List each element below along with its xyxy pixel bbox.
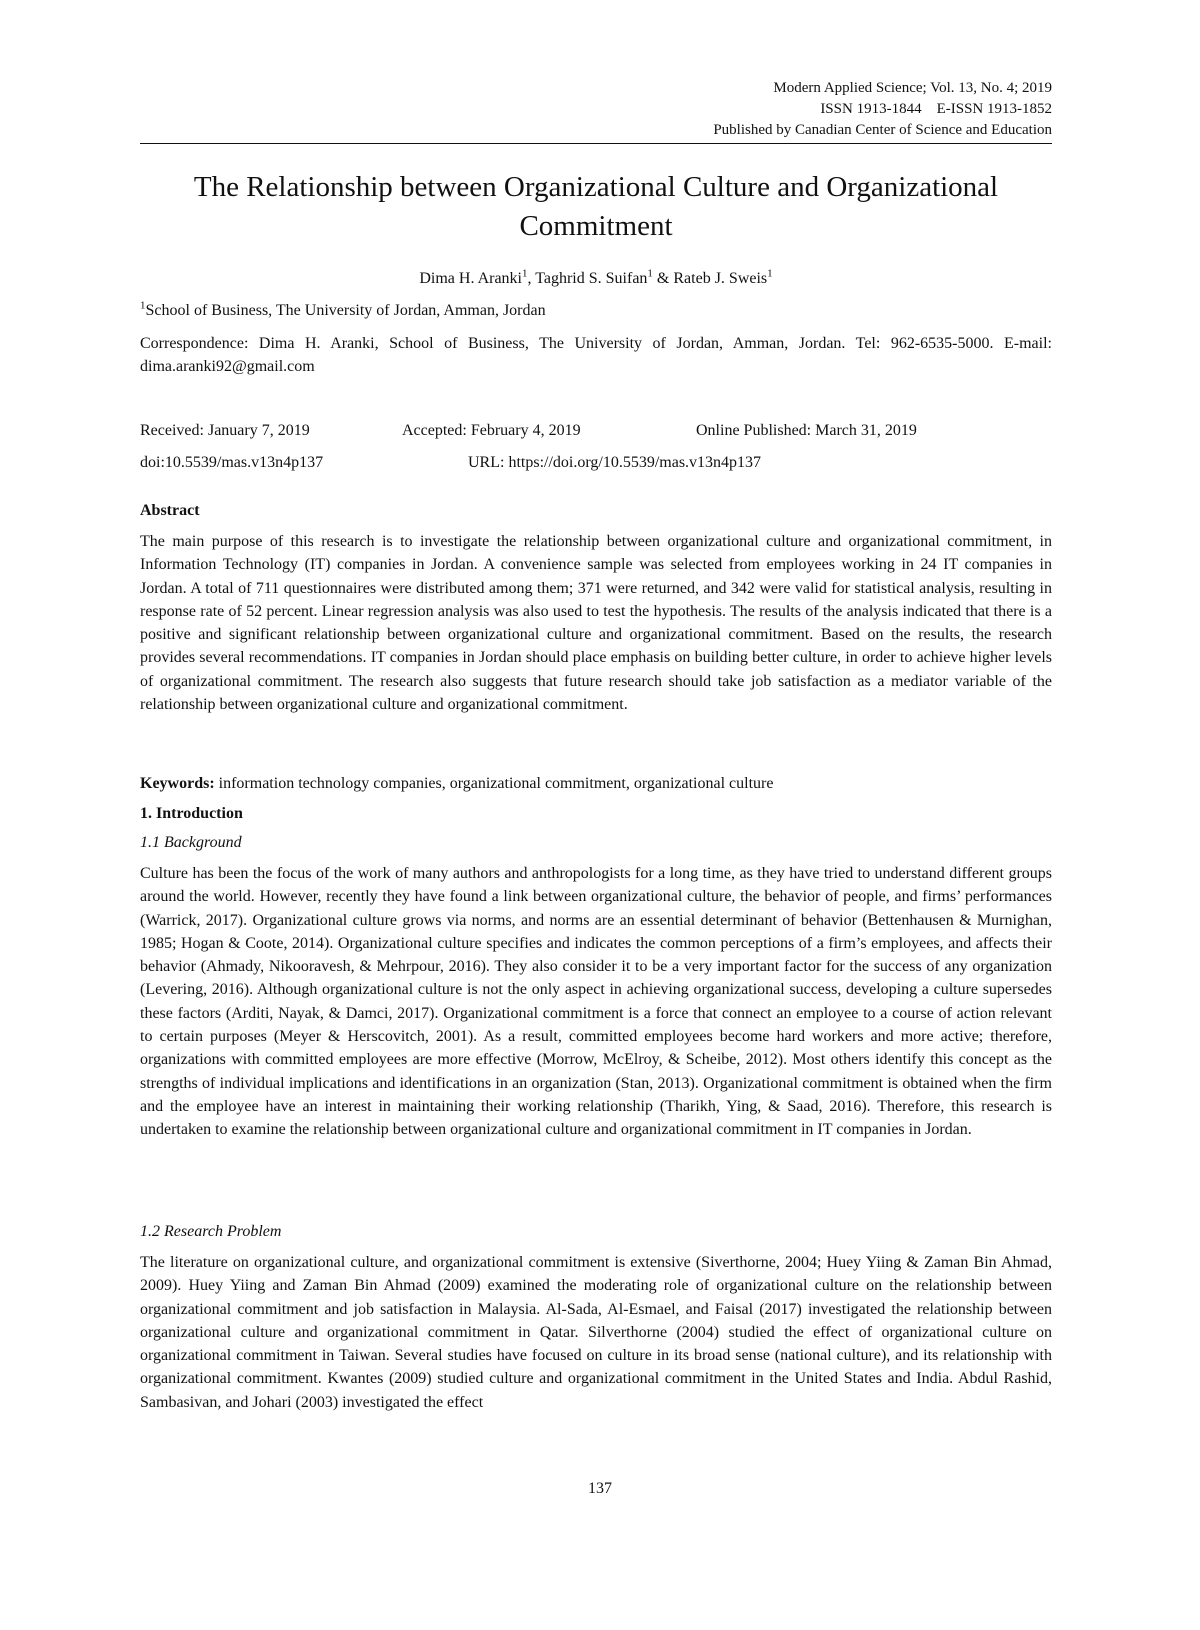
abstract-text: The main purpose of this research is to investigate the relationship between organizational culture and organizational commitment, in Information Technology (IT) companies in Jordan. A convenience sample was selected from employees working in 24 IT companies in Jordan. A total of 711 questionnaires were distributed among them; 371 were returned, and 342 were valid for statistical analysis, resulting in response rate of 52 percent. Linear regression analysis was also used to test the hypothesis. The results of the analysis indicated that there is a positive and significant relationship between organizational culture and organizational commitment. Based on the results, the research provides several recommendations. IT companies in Jordan should place emphasis on building better culture, in order to achieve higher levels of organizational commitment. The research also suggests that future research should take job satisfaction as a mediator variable of the relationship between organizational culture and organizational commitment. [140,533,1052,714]
author-affiliation-mark: 1 [767,267,773,280]
author-name: Dima H. Aranki [419,270,522,287]
background-heading: 1.1 Background [140,834,242,851]
author-list [140,268,1052,290]
affiliation-text: School of Business, The University of Jordan, Amman, Jordan [145,302,546,319]
author-name: Rateb J. Sweis [673,270,768,287]
journal-issn: ISSN 1913-1844 E-ISSN 1913-1852 [820,101,1052,117]
author-affiliation-mark: 1 [522,267,528,280]
affiliation [140,300,1052,322]
page-number: 137 [588,1480,612,1497]
research-problem-text: The literature on organizational culture, and organizational commitment is extensive (Siverthorne, 2004; Huey Yiing & Zaman Bin Ahmad, 2009). Huey Yiing and Zaman Bin Ahmad (2009) examined the moderating role of organizational culture on the relationship between organizational commitment and job satisfaction in Malaysia. Al-Sada, Al-Esmael, and Faisal (2017) investigated the relationship between organizational culture and organizational commitment in Qatar. Silverthorne (2004) studied the effect of organizational culture on organizational commitment in Taiwan. Several studies have focused on culture in its broad sense (national culture), and its relationship with organizational commitment. Kwantes (2009) studied culture and organizational commitment in the United States and India. Abdul Rashid, Sambasivan, and Johari (2003) investigated the effect [140,1254,1052,1411]
journal-header [452,78,1052,141]
keywords-label: Keywords: [140,775,215,792]
doi-url-link[interactable]: URL: https://doi.org/10.5539/mas.v13n4p137 [468,454,762,471]
correspondence: Correspondence: Dima H. Aranki, School of Business, The University of Jordan, Amman, Jordan. Tel: 962-6535-5000. E-mail: dima.aranki92@gmail.com [140,335,1052,375]
journal-citation: Modern Applied Science; Vol. 13, No. 4; 2019 [773,80,1052,96]
keywords [140,773,1052,795]
author-separator: , [527,270,536,287]
keywords-text: information technology companies, organizational commitment, organizational culture [214,775,774,792]
author-separator: & [652,270,674,287]
author-affiliation-mark: 1 [647,267,653,280]
accepted-date: Accepted: February 4, 2019 [402,422,581,439]
received-date: Received: January 7, 2019 [140,422,310,439]
published-date: Online Published: March 31, 2019 [696,422,917,439]
background-text: Culture has been the focus of the work of many authors and anthropologists for a long time, as they have tried to understand different groups around the world. However, recently they have found a link between organizational culture, the behavior of people, and firms’ performances (Warrick, 2017). Organizational culture grows via norms, and norms are an essential determinant of behavior (Bettenhausen & Murnighan, 1985; Hogan & Coote, 2014). Organizational culture specifies and indicates the common perceptions of a firm’s employees, and affects their behavior (Ahmady, Nikooravesh, & Mehrpour, 2016). They also consider it to be a very important factor for the success of any organization (Levering, 2016). Although organizational culture is not the only aspect in achieving organizational success, developing a culture supersedes these factors (Arditi, Nayak, & Damci, 2017). Organizational commitment is a force that connect an employee to a course of action relevant to certain purposes (Meyer & Herscovitch, 2001). As a result, committed employees become hard workers and more active; therefore, organizations with committed employees are more effective (Morrow, McElroy, & Scheibe, 2012). Most others identify this concept as the strengths of individual implications and identifications in an organization (Stan, 2013). Organizational commitment is obtained when the firm and the employee have an interest in maintaining their working relationship (Tharikh, Ying, & Saad, 2016). Therefore, this research is undertaken to examine the relationship between organizational culture and organizational commitment in IT companies in Jordan. [140,865,1052,1139]
affiliation-mark: 1 [140,299,146,312]
author-name: Taghrid S. Suifan [535,270,648,287]
research-problem-heading: 1.2 Research Problem [140,1223,282,1240]
journal-publisher: Published by Canadian Center of Science and Education [713,122,1052,138]
header-divider [140,143,1052,144]
introduction-heading: 1. Introduction [140,805,243,822]
article-title: The Relationship between Organizational Culture and Organizational Commitment [193,171,999,242]
doi: doi:10.5539/mas.v13n4p137 [140,454,324,471]
abstract-heading: Abstract [140,502,200,519]
